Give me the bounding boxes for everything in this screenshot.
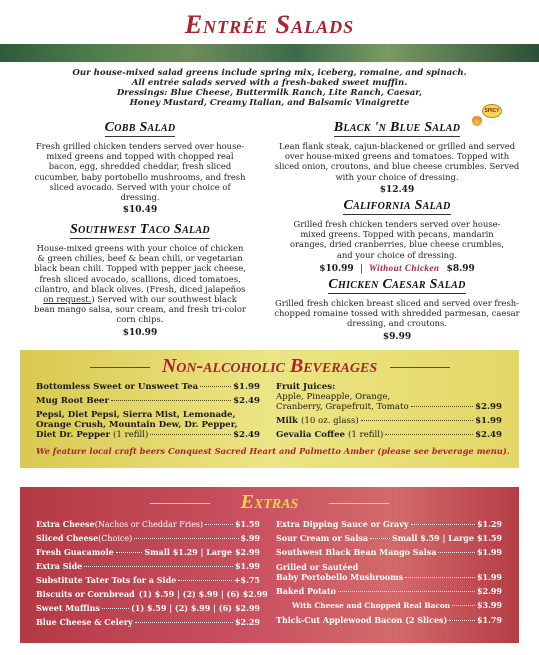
intro-line: All entrée salads served with a fresh-baked sweet muffin.	[131, 78, 408, 88]
extra-row	[36, 533, 260, 543]
beverage-label: Diet Dr. Pepper	[36, 430, 111, 440]
extra-size-options: Small $.59 | Large	[391, 533, 474, 543]
sauteed-line: Grilled or Sautéed	[276, 562, 359, 572]
extra-row	[36, 575, 260, 585]
beverage-price: $2.49	[233, 430, 260, 440]
refill-note: (1 refill)	[113, 430, 149, 440]
extra-label: Extra Side	[36, 561, 83, 571]
black-n-blue-salad-title: Black 'n Blue Salad	[333, 120, 461, 135]
cobb-salad-desc: Fresh grilled chicken tenders served over house-mixed greens and topped with chopped real bacon, egg, shredded cheddar, fresh sliced cucumber, baby portobello mushrooms, and fresh sliced avocado. Served with your choice of dressing.	[34, 141, 246, 203]
extra-row	[276, 615, 502, 625]
extra-price: $1.29	[476, 519, 502, 529]
extra-price: $2.29	[234, 617, 260, 627]
black-n-blue-salad-desc: Lean flank steak, cajun-blackened or grilled and served over house-mixed greens and tomatoes. Topped with sliced onion, croutons, and blue cheese crumbles. Served with your choice of dressing.	[274, 141, 520, 182]
beverage-row	[276, 402, 502, 412]
desc-text: House-mixed greens with your choice of chicken & green chilies, beef & bean chili, or vegetarian black bean chili. Topped with pepper jack cheese, fresh sliced avocado, scallions, diced tomatoes, cilantro, and black olives. (Fresh, diced jalapeños	[34, 243, 246, 294]
southwest-taco-salad-desc	[22, 243, 258, 325]
extra-row	[36, 589, 268, 599]
craft-beer-note: We feature local craft beers Conquest Sacred Heart and Palmetto Amber (please see beverage menu).	[36, 446, 510, 456]
beverage-label: Milk	[276, 416, 298, 426]
leader-dots	[405, 577, 475, 578]
juices-label: Fruit Juices:	[276, 382, 336, 392]
pepsi-line: Orange Crush, Mountain Dew, Dr. Pepper,	[36, 420, 238, 430]
leader-dots	[84, 566, 233, 567]
extra-row	[276, 547, 502, 557]
leader-dots	[134, 538, 238, 539]
extra-row	[36, 617, 260, 627]
extra-note: (Choice)	[98, 534, 133, 543]
extra-row	[276, 572, 502, 582]
extra-row	[36, 547, 260, 557]
beverage-row	[36, 430, 260, 440]
extra-row	[276, 533, 502, 543]
extra-price: $.99	[240, 533, 260, 543]
extra-label: Extra Dipping Sauce or Gravy	[276, 519, 409, 529]
without-chicken-price: $8.99	[446, 263, 475, 274]
extra-label: Substitute Tater Tots for a Side	[36, 575, 177, 585]
salad-intro	[40, 68, 499, 108]
leader-dots	[452, 605, 475, 606]
extra-size-options: (1) $.59 | (2) $.99 | (6)	[138, 589, 240, 599]
refill-note: (1 refill)	[348, 430, 384, 440]
beverage-row	[36, 382, 260, 392]
leader-dots	[361, 420, 473, 421]
beverage-label: Bottomless Sweet or Unsweet Tea	[36, 382, 199, 392]
cobb-salad-item	[22, 116, 258, 215]
leader-dots	[411, 406, 473, 407]
extra-row	[292, 600, 502, 610]
leader-dots	[102, 608, 129, 609]
beverage-row	[276, 416, 502, 426]
extra-price: $1.79	[476, 615, 502, 625]
extra-label: Sweet Muffins	[36, 603, 100, 613]
beverage-price: $1.99	[475, 416, 502, 426]
cobb-salad-title: Cobb Salad	[104, 120, 176, 135]
extra-row	[276, 586, 502, 596]
leader-dots	[178, 580, 232, 581]
extra-row	[36, 561, 260, 571]
page-title: Entrée Salads	[184, 10, 355, 39]
beverage-price: $1.99	[233, 382, 260, 392]
extra-size-options: (1) $.59 | (2) $.99 | (6)	[131, 603, 232, 613]
beverage-label: Gevalia Coffee	[276, 430, 346, 440]
extra-note: (Nachos or Cheddar Fries)	[94, 520, 204, 529]
extra-price: $1.99	[234, 561, 260, 571]
extra-size-options: Small $1.29 | Large	[144, 547, 232, 557]
leader-dots	[111, 400, 231, 401]
beverage-price: $2.49	[233, 396, 260, 406]
southwest-taco-salad-price: $10.99	[122, 327, 158, 338]
intro-line: Our house-mixed salad greens include spring mix, iceberg, romaine, and spinach.	[72, 68, 467, 78]
intro-line: Honey Mustard, Creamy Italian, and Balsamic Vinaigrette	[129, 98, 410, 108]
extra-row	[276, 519, 502, 529]
pepsi-line: Pepsi, Diet Pepsi, Sierra Mist, Lemonade,	[36, 410, 236, 420]
extra-price: +$.75	[233, 575, 260, 585]
extra-label: Biscuits or Cornbread	[36, 589, 135, 599]
extras-title: Extras	[240, 491, 299, 513]
extra-label: Fresh Guacamole	[36, 547, 114, 557]
leader-dots	[135, 622, 233, 623]
extra-price: $2.99	[242, 589, 268, 599]
extra-price: $2.99	[234, 547, 260, 557]
extra-price: $1.99	[476, 572, 502, 582]
leader-dots	[370, 538, 390, 539]
leader-dots	[385, 434, 473, 435]
extra-label: Thick-Cut Applewood Bacon (2 Slices)	[276, 615, 448, 625]
beverage-label: Mug Root Beer	[36, 396, 110, 406]
desc-text: ) Served with our southwest black bean mango salsa, sour cream, and fresh tri-color corn chips.	[34, 294, 246, 325]
extra-row	[36, 519, 260, 529]
extra-label: Baked Potato	[276, 586, 337, 596]
leader-dots	[338, 591, 475, 592]
california-salad-price: $10.99	[319, 263, 354, 274]
leader-dots	[449, 620, 475, 621]
leader-dots	[438, 552, 474, 553]
extra-price: $3.99	[476, 600, 502, 610]
cobb-salad-price: $10.49	[122, 205, 158, 216]
price-separator: |	[359, 263, 363, 274]
beverage-price: $2.49	[475, 430, 502, 440]
leader-dots	[116, 552, 143, 553]
beverage-row	[276, 430, 502, 440]
beverage-row	[36, 396, 260, 406]
leader-dots	[200, 386, 231, 387]
beverages-title: Non-alcoholic Beverages	[161, 355, 378, 377]
chicken-caesar-salad-title: Chicken Caesar Salad	[328, 277, 466, 292]
california-salad-title: California Salad	[343, 198, 451, 213]
extra-label: Baby Portobello Mushrooms	[276, 572, 404, 582]
spicy-badge: SPICY	[482, 104, 502, 118]
extra-price: $2.99	[234, 603, 260, 613]
black-n-blue-salad-item	[274, 116, 520, 195]
extras-panel	[20, 487, 519, 643]
extra-price: $1.99	[476, 547, 502, 557]
black-n-blue-salad-price: $12.49	[379, 184, 415, 195]
leader-dots	[411, 524, 475, 525]
extra-price: $1.59	[476, 533, 502, 543]
beverage-price: $2.99	[475, 402, 502, 412]
southwest-taco-salad-title: Southwest Taco Salad	[70, 222, 210, 237]
on-request-text: on request.	[43, 294, 92, 305]
juices-line: Apple, Pineapple, Orange,	[276, 392, 391, 402]
leader-dots	[205, 524, 233, 525]
california-salad-item	[274, 194, 520, 274]
chicken-caesar-salad-item	[274, 273, 520, 342]
milk-size-note: (10 oz. glass)	[301, 416, 359, 426]
california-salad-desc: Grilled fresh chicken tenders served over house-mixed greens. Topped with pecans, mandarin oranges, dried cranberries, blue cheese crumbles, and your choice of dressing.	[289, 219, 504, 260]
extra-price: $1.59	[234, 519, 260, 529]
extra-label: With Cheese and Chopped Real Bacon	[292, 601, 451, 610]
southwest-taco-salad-item	[22, 218, 258, 338]
leader-dots	[150, 434, 231, 435]
without-chicken-label: Without Chicken	[369, 262, 440, 273]
extra-price: $2.99	[476, 586, 502, 596]
beverage-label: Cranberry, Grapefruit, Tomato	[276, 402, 409, 412]
extra-label: Southwest Black Bean Mango Salsa	[276, 547, 437, 557]
extra-label: Extra Cheese	[36, 519, 95, 529]
extra-label: Sour Cream or Salsa	[276, 533, 369, 543]
chicken-caesar-salad-desc: Grilled fresh chicken breast sliced and served over fresh-chopped romaine tossed with shredded parmesan, caesar dressing, and croutons.	[274, 298, 520, 329]
extra-row	[36, 603, 260, 613]
beverages-panel	[20, 350, 519, 468]
decorative-banner	[0, 44, 539, 62]
flame-icon	[472, 114, 482, 126]
intro-line: Dressings: Blue Cheese, Buttermilk Ranch, Lite Ranch, Caesar,	[116, 88, 423, 98]
extra-label: Sliced Cheese	[36, 533, 99, 543]
extra-label: Blue Cheese & Celery	[36, 617, 133, 627]
chicken-caesar-salad-price: $9.99	[382, 331, 412, 342]
